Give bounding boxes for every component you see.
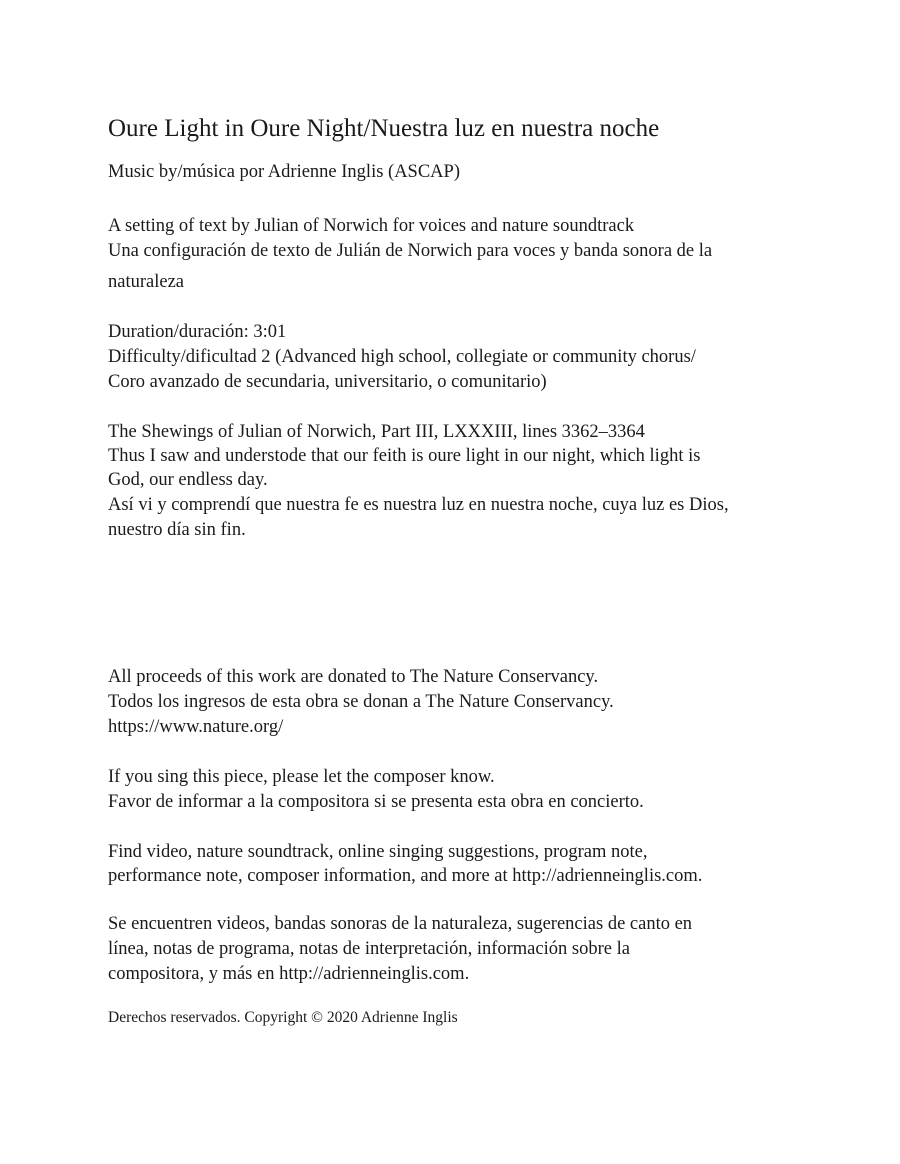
duration-line: Duration/duración: 3:01 [108, 322, 287, 342]
difficulty-line-1: Difficulty/dificultad 2 (Advanced high school, collegiate or community chorus/ [108, 347, 696, 367]
nature-org-link[interactable]: https://www.nature.org/ [108, 717, 284, 737]
source-citation: The Shewings of Julian of Norwich, Part III, LXXXIII, lines 3362–3364 [108, 422, 645, 442]
proceeds-line-2: Todos los ingresos de esta obra se donan a The Nature Conservancy. [108, 692, 614, 712]
difficulty-line-2: Coro avanzado de secundaria, universitario, o comunitario) [108, 372, 547, 392]
document-title: Oure Light in Oure Night/Nuestra luz en nuestra noche [108, 115, 660, 142]
find-more-en-line-1: Find video, nature soundtrack, online singing suggestions, program note, [108, 842, 648, 862]
find-more-en-line-2: performance note, composer information, and more at http://adrienneinglis.com. [108, 866, 703, 886]
spanish-text-line-1: Así vi y comprendí que nuestra fe es nuestra luz en nuestra noche, cuya luz es Dios, [108, 495, 729, 515]
find-more-es-line-1: Se encuentren videos, bandas sonoras de la naturaleza, sugerencias de canto en [108, 914, 693, 934]
find-more-es-line-2: línea, notas de programa, notas de interpretación, información sobre la [108, 939, 630, 959]
find-more-es-line-3: compositora, y más en http://adrienneinglis.com. [108, 964, 470, 984]
spanish-text-line-2: nuestro día sin fin. [108, 520, 246, 540]
description-line-2: Una configuración de texto de Julián de Norwich para voces y banda sonora de la [108, 241, 713, 261]
composer-credit: Music by/música por Adrienne Inglis (ASCAP) [108, 162, 460, 182]
proceeds-line-1: All proceeds of this work are donated to The Nature Conservancy. [108, 667, 599, 687]
copyright-notice: Derechos reservados. Copyright © 2020 Adrienne Inglis [108, 1009, 458, 1026]
notify-line-1: If you sing this piece, please let the composer know. [108, 767, 495, 787]
description-line-1: A setting of text by Julian of Norwich for voices and nature soundtrack [108, 216, 635, 236]
description-line-3: naturaleza [108, 272, 184, 292]
english-text-line-1: Thus I saw and understode that our feith is oure light in our night, which light is [108, 446, 701, 466]
notify-line-2: Favor de informar a la compositora si se presenta esta obra en concierto. [108, 792, 644, 812]
english-text-line-2: God, our endless day. [108, 470, 268, 490]
